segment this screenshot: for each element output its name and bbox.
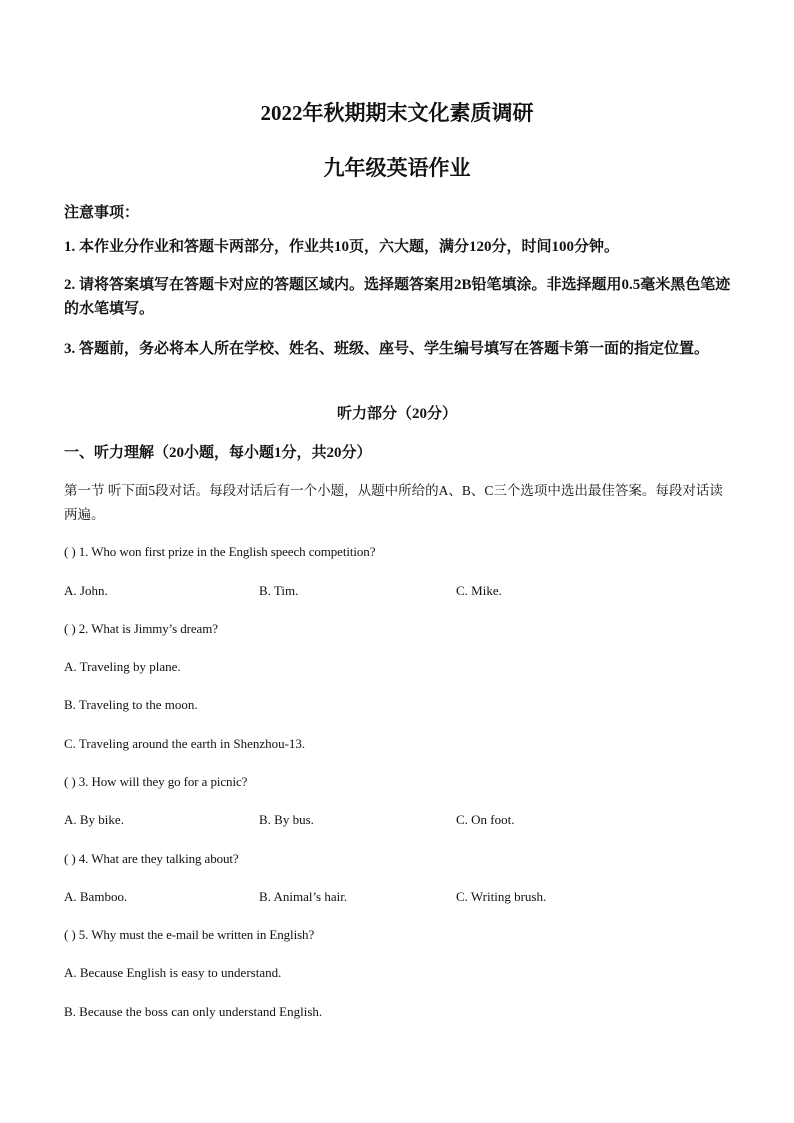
- question-5-option-a: A. Because English is easy to understand.: [64, 965, 282, 980]
- part1-instructions: 第一节 听下面5段对话。每段对话后有一个小题，从题中所给的A、B、C三个选项中选出最佳答案。每段对话读两遍。: [64, 483, 723, 522]
- section-title: 听力部分（20分）: [336, 406, 457, 422]
- question-5-prompt: ( ) 5. Why must the e-mail be written in English?: [64, 927, 315, 942]
- notice-item-3: 3. 答题前，务必将本人所在学校、姓名、班级、座号、学生编号填写在答题卡第一面的指定位置。: [64, 341, 710, 357]
- notice-heading: 注意事项：: [64, 205, 140, 221]
- question-2-option-c: C. Traveling around the earth in Shenzhou-13.: [64, 736, 306, 751]
- question-2-prompt: ( ) 2. What is Jimmy’s dream?: [64, 621, 218, 636]
- question-2-option-a: A. Traveling by plane.: [64, 659, 181, 674]
- question-4-option-a: A. Bamboo.: [64, 889, 128, 904]
- question-3-prompt: ( ) 3. How will they go for a picnic?: [64, 774, 248, 789]
- notice-item-1: 1. 本作业分作业和答题卡两部分，作业共10页，六大题，满分120分，时间100分钟。: [64, 239, 620, 255]
- question-2-option-b: B. Traveling to the moon.: [64, 697, 198, 712]
- question-4-prompt: ( ) 4. What are they talking about?: [64, 851, 239, 866]
- question-1-option-a: A. John.: [64, 583, 108, 598]
- question-3-option-c: C. On foot.: [456, 812, 515, 827]
- question-1-option-c: C. Mike.: [456, 583, 502, 598]
- exam-subtitle: 九年级英语作业: [323, 156, 471, 180]
- question-1-prompt: ( ) 1. Who won first prize in the English speech competition?: [64, 544, 376, 559]
- question-4-option-c: C. Writing brush.: [456, 889, 547, 904]
- question-3-option-b: B. By bus.: [259, 812, 314, 827]
- notice-item-2: 2. 请将答案填写在答题卡对应的答题区域内。选择题答案用2B铅笔填涂。非选择题用0.5毫米黑色笔迹的水笔填写。: [64, 277, 731, 317]
- question-5-option-b: B. Because the boss can only understand English.: [64, 1004, 323, 1019]
- exam-title: 2022年秋期期末文化素质调研: [260, 101, 534, 125]
- question-3-option-a: A. By bike.: [64, 812, 124, 827]
- question-1-option-b: B. Tim.: [259, 583, 299, 598]
- question-4-option-b: B. Animal’s hair.: [259, 889, 348, 904]
- part1-heading: 一、听力理解（20小题，每小题1分，共20分）: [64, 445, 372, 461]
